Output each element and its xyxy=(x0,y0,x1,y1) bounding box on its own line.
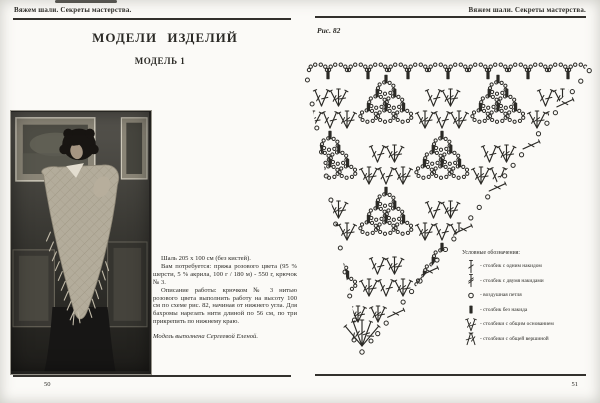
legend-item xyxy=(462,259,597,274)
legend-label: - столбики с общей вершиной xyxy=(480,335,549,342)
legend-label: - столбики с общим основанием xyxy=(480,321,554,328)
model-photo xyxy=(10,110,152,375)
running-head-left: Вяжем шали. Секреты мастерства. xyxy=(14,6,132,14)
page-right xyxy=(300,0,600,403)
skirt xyxy=(45,307,116,371)
page-title: МОДЕЛИ ИЗДЕЛИЙ xyxy=(92,30,238,45)
legend-label: - воздушная петля xyxy=(480,292,522,299)
model-figure xyxy=(42,129,119,371)
figure-label: Рис. 82 xyxy=(317,26,341,35)
legend-label: - столбик с одним накидом xyxy=(480,263,542,270)
legend-title: Условные обозначения: xyxy=(462,250,520,256)
painting-frame-right xyxy=(121,118,147,179)
painting-frames-lower xyxy=(13,242,147,327)
blouse-collar xyxy=(66,163,84,178)
page-number-left: 50 xyxy=(44,381,51,388)
legend-item xyxy=(462,317,597,332)
face xyxy=(69,142,85,160)
footer-rule xyxy=(315,374,586,376)
model-subtitle: МОДЕЛЬ 1 xyxy=(134,56,186,66)
v-top-icon xyxy=(464,330,478,347)
shawl xyxy=(42,165,119,319)
header-rule xyxy=(13,18,291,20)
legend-symbol xyxy=(462,330,480,347)
paragraph-size: Шаль 205 х 100 см (без кистей). xyxy=(161,255,251,262)
running-head-right: Вяжем шали. Секреты мастерства. xyxy=(468,6,586,14)
description-text xyxy=(153,255,297,341)
legend-item xyxy=(462,288,597,303)
legend xyxy=(462,250,597,346)
footer-rule xyxy=(13,375,291,377)
gallery-wall xyxy=(11,112,149,371)
shawl-fringe xyxy=(46,232,108,325)
hand xyxy=(90,174,113,200)
legend-item xyxy=(462,303,597,318)
model-credit: Модель выполнена Сергеевой Еленой. xyxy=(153,333,258,341)
paragraph-materials: Вам потребуется: пряжа розового цвета (95 % шерсти, 5 % акрила, 100 г / 180 м) - 550 г, крючок № 3. xyxy=(153,262,297,286)
legend-item xyxy=(462,332,597,347)
legend-label: - столбик с двумя накидами xyxy=(480,277,544,284)
legend-rows xyxy=(462,259,597,346)
page-number-right: 51 xyxy=(571,381,578,388)
legend-item xyxy=(462,274,597,289)
paragraph-instructions: Описание работы: крючком № 3 нитью розового цвета выполнить работу на высоту 100 см по схеме рис. 82, начиная от нижнего угла. Для бахромы нарезать нити длиной по 56 см, по три прикрепить по нижнему краю. xyxy=(153,286,297,326)
model-photo-illustration xyxy=(11,111,149,372)
hair xyxy=(62,129,96,161)
legend-label: - столбик без накида xyxy=(480,306,528,313)
painting-frame-large xyxy=(16,118,95,181)
header-rule xyxy=(315,16,586,18)
